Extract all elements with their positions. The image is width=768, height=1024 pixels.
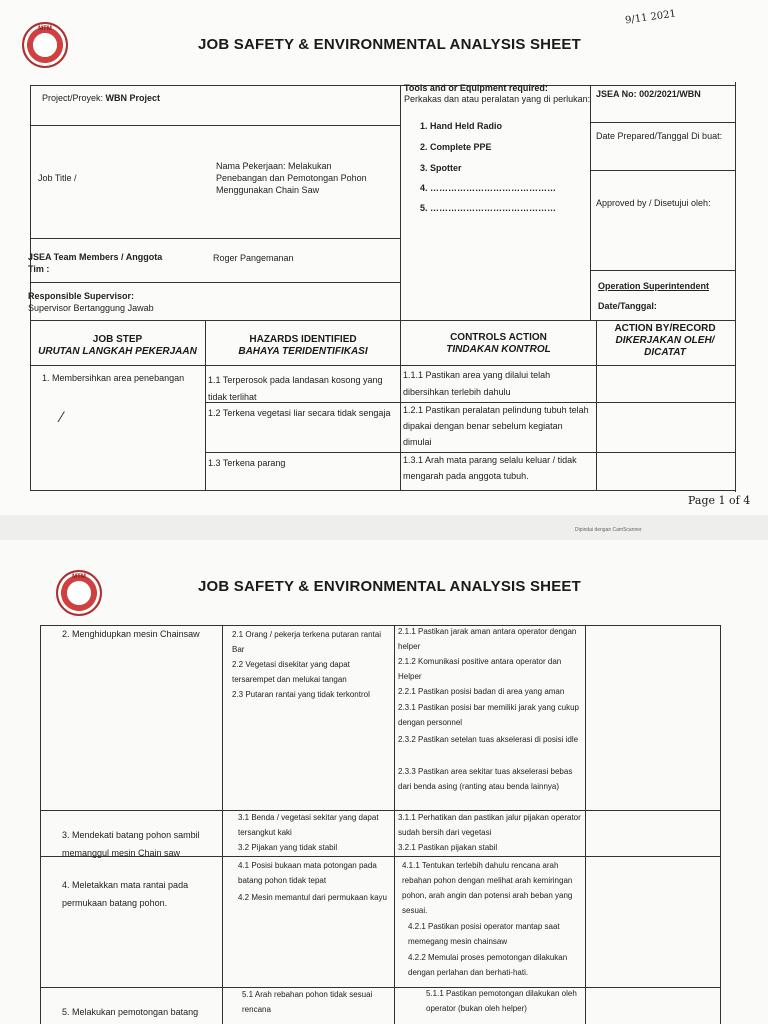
page-title: JOB SAFETY & ENVIRONMENTAL ANALYSIS SHEET <box>198 578 581 595</box>
page-number: Page 1 of 4 <box>688 494 751 507</box>
project-value: WBN Project <box>105 93 161 103</box>
company-logo <box>56 570 102 616</box>
supervisor-sub: Supervisor Bertanggung Jawab <box>28 303 154 313</box>
control-1-2: 1.2.1 Pastikan peralatan pelindung tubuh telah dipakai dengan benar sebelum kegiatan dimulai <box>403 405 589 447</box>
job-step-5: 5. Melakukan pemotongan batang <box>62 1007 199 1017</box>
operation-superintendent: Operation Superintendent <box>598 281 710 291</box>
hazard-3-1: 3.1 Benda / vegetasi sekitar yang dapat tersangkut kaki <box>238 813 379 837</box>
col-header-sub: URUTAN LANGKAH PEKERJAAN <box>38 346 197 357</box>
control-1-3: 1.3.1 Arah mata parang selalu keluar / tidak mengarah pada anggota tubuh. <box>403 455 577 481</box>
document-page-2 <box>0 540 768 1024</box>
col-header-sub: BAHAYA TERIDENTIFIKASI <box>238 346 368 357</box>
jsea-number: JSEA No: 002/2021/WBN <box>596 89 701 99</box>
project-label: Project/Proyek: <box>42 93 104 103</box>
tool-item: 1. Hand Held Radio <box>420 121 503 131</box>
job-step-4: 4. Meletakkan mata rantai pada permukaan batang pohon. <box>62 880 189 908</box>
col-header-job-step <box>30 334 205 358</box>
control-4-1-1: 4.1.1 Tentukan terlebih dahulu rencana arah rebahan pohon dengan melihat arah kemiringan pohon, arah angin dan potensi arah beban yang sesuai. <box>402 861 573 915</box>
tools-label: Tools and or Equipment required: <box>404 83 548 93</box>
handwritten-date: 9/11 2021 <box>624 8 677 27</box>
control-2-2-1: 2.2.1 Pastikan posisi badan di area yang aman <box>398 687 565 696</box>
supervisor-label: Responsible Supervisor: <box>28 291 135 301</box>
scanner-note: Dipindai dengan CamScanner <box>575 527 642 533</box>
hazard-2-2: 2.2 Vegetasi disekitar yang dapat tersarempet dan melukai tangan <box>232 660 350 684</box>
control-2-3-2: 2.3.2 Pastikan setelan tuas akselerasi di posisi idle <box>398 735 579 744</box>
hazard-2-3: 2.3 Putaran rantai yang tidak terkontrol <box>232 690 370 699</box>
tool-item: 3. Spotter <box>420 163 462 173</box>
tools-sub: Perkakas dan atau peralatan yang di perlukan: <box>404 94 591 104</box>
job-step-1: 1. Membersihkan area penebangan <box>42 373 185 383</box>
tool-item: 4. …………………………………… <box>420 183 557 193</box>
control-2-1-2: 2.1.2 Komunikasi positive antara operator dan Helper <box>398 657 562 681</box>
job-step-2: 2. Menghidupkan mesin Chainsaw <box>62 629 200 639</box>
col-header-title: JOB STEP <box>92 334 143 345</box>
tool-item: 5. …………………………………… <box>420 203 557 213</box>
project-field <box>42 92 160 104</box>
company-logo <box>22 22 68 68</box>
team-value: Roger Pangemanan <box>213 253 294 263</box>
approved-by: Approved by / Disetujui oleh: <box>596 198 711 208</box>
hazard-1-1: 1.1 Terperosok pada landasan kosong yang tidak terlihat <box>208 375 383 402</box>
control-3-2-1: 3.2.1 Pastikan pijakan stabil <box>398 843 498 852</box>
col-header-sub: DIKERJAKAN OLEH/ DICATAT <box>615 335 715 358</box>
page-gap <box>0 515 768 540</box>
page-title: JOB SAFETY & ENVIRONMENTAL ANALYSIS SHEET <box>198 36 581 53</box>
control-2-3-1: 2.3.1 Pastikan posisi bar memiliki jarak yang cukup dengan personnel <box>398 703 579 727</box>
control-2-3-3: 2.3.3 Pastikan area sekitar tuas akselerasi bebas dari benda asing (ranting atau benda lainnya) <box>398 767 573 791</box>
control-4-2-1: 4.2.1 Pastikan posisi operator mantap saat memegang mesin chainsaw <box>408 922 560 946</box>
control-5-1-1: 5.1.1 Pastikan pemotongan dilakukan oleh operator (bukan oleh helper) <box>426 989 577 1013</box>
hazard-4-1: 4.1 Posisi bukaan mata potongan pada batang pohon tidak tepat <box>238 861 377 885</box>
hazard-2-1: 2.1 Orang / pekerja terkena putaran rantai Bar <box>232 630 381 654</box>
control-3-1-1: 3.1.1 Perhatikan dan pastikan jalur pijakan operator sudah bersih dari vegetasi <box>398 813 581 837</box>
hazard-3-2: 3.2 Pijakan yang tidak stabil <box>238 843 338 852</box>
col-header-title: HAZARDS IDENTIFIED <box>249 334 357 345</box>
hazard-1-3: 1.3 Terkena parang <box>208 458 286 468</box>
team-label: JSEA Team Members / Anggota Tim : <box>28 252 163 274</box>
date-tanggal: Date/Tanggal: <box>598 301 657 311</box>
col-header-hazards <box>206 334 400 358</box>
hazard-1-2: 1.2 Terkena vegetasi liar secara tidak sengaja <box>208 408 391 418</box>
tool-item: 2. Complete PPE <box>420 142 492 152</box>
hazard-5-1: 5.1 Arah rebahan pohon tidak sesuai rencana <box>242 990 373 1014</box>
hazard-4-2: 4.2 Mesin memantul dari permukaan kayu <box>238 893 387 902</box>
slash-mark: ⁄ <box>60 410 63 426</box>
col-header-sub: TINDAKAN KONTROL <box>446 344 551 355</box>
col-header-action-by <box>600 323 730 359</box>
col-header-controls <box>401 332 596 356</box>
control-4-2-2: 4.2.2 Memulai proses pemotongan dilakukan dengan perlahan dan berhati-hati. <box>408 953 568 977</box>
control-1-1: 1.1.1 Pastikan area yang dilalui telah dibersihkan terlebih dahulu <box>403 370 551 397</box>
control-2-1-1: 2.1.1 Pastikan jarak aman antara operator dengan helper <box>398 627 577 651</box>
col-header-title: ACTION BY/RECORD <box>614 323 716 334</box>
logo-text: MTM <box>72 574 86 580</box>
logo-text: MTM <box>38 26 52 32</box>
col-header-title: CONTROLS ACTION <box>450 332 547 343</box>
job-step-3: 3. Mendekati batang pohon sambil memanggul mesin Chain saw <box>62 830 200 858</box>
date-prepared: Date Prepared/Tanggal Di buat: <box>596 131 723 141</box>
job-title-value: Nama Pekerjaan: Melakukan Penebangan dan Pemotongan Pohon Menggunakan Chain Saw <box>216 161 367 195</box>
job-title-label: Job Title / <box>38 173 77 183</box>
